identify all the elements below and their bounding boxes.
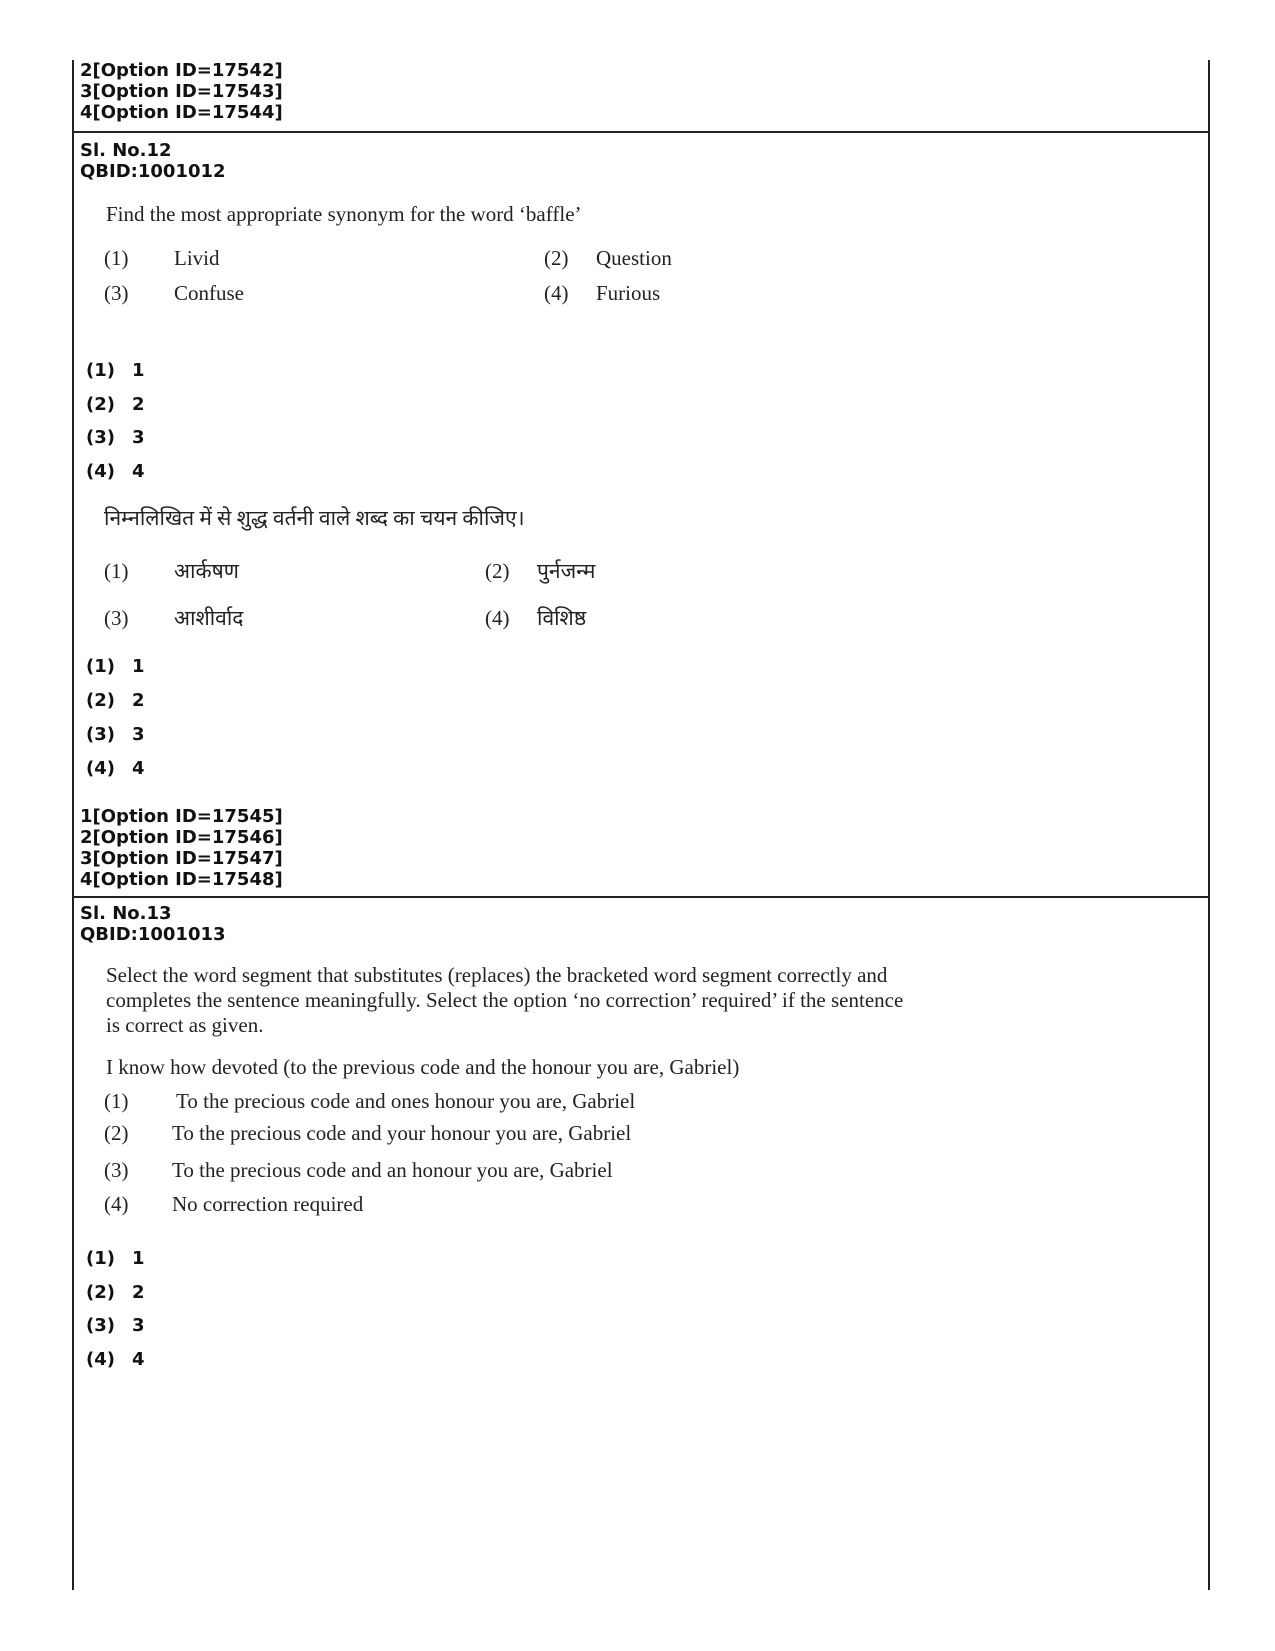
choice-number: (1): [104, 1089, 129, 1113]
choice-item: [485, 604, 586, 632]
q12-question-text: Find the most appropriate synonym for the word ‘baffle’: [106, 202, 582, 226]
choice-text: To the precious code and ones honour you are, Gabriel: [176, 1089, 636, 1113]
answer-option-2[interactable]: [86, 690, 145, 711]
choice-text: आर्कषण: [174, 559, 239, 583]
choice-item: [544, 281, 660, 306]
answer-option-2[interactable]: [86, 394, 145, 415]
choice-text: No correction required: [172, 1192, 364, 1216]
answer-option-3[interactable]: [86, 724, 145, 745]
answer-number: (4): [86, 758, 115, 779]
answer-option-1[interactable]: [86, 1248, 145, 1269]
choice-text: Furious: [596, 281, 661, 305]
answer-number: (1): [86, 1248, 115, 1269]
q13-sentence: I know how devoted (to the previous code and the honour you are, Gabriel): [106, 1055, 740, 1079]
previous-option-ids: [80, 60, 283, 123]
answer-value: 1: [132, 360, 145, 381]
choice-item: [104, 1089, 635, 1114]
choice-item: [104, 1121, 631, 1146]
option-id-line: 4[Option ID=17544]: [80, 102, 283, 123]
question-bank-id: QBID:1001013: [80, 924, 226, 945]
answer-number: (3): [86, 724, 115, 745]
choice-text: विशिष्ठ: [537, 606, 587, 630]
answer-number: (3): [86, 427, 115, 448]
choice-number: (2): [544, 246, 569, 270]
choice-item: [104, 281, 244, 306]
answer-value: 2: [132, 690, 145, 711]
choice-number: (4): [485, 606, 510, 630]
answer-value: 3: [132, 427, 145, 448]
answer-option-3[interactable]: [86, 1315, 145, 1336]
answer-number: (2): [86, 1282, 115, 1303]
choice-item: [544, 246, 672, 271]
answer-option-4[interactable]: [86, 461, 145, 482]
instruction-line: is correct as given.: [106, 1013, 264, 1037]
choice-number: (4): [544, 281, 569, 305]
option-id-line: 2[Option ID=17542]: [80, 60, 283, 81]
section-divider: [74, 896, 1208, 898]
answer-number: (1): [86, 656, 115, 677]
choice-text: Question: [596, 246, 672, 270]
option-id-line: 3[Option ID=17547]: [80, 848, 283, 869]
answer-number: (4): [86, 461, 115, 482]
choice-number: (2): [485, 559, 510, 583]
choice-item: [485, 557, 595, 585]
choice-number: (3): [104, 281, 129, 305]
answer-value: 3: [132, 1315, 145, 1336]
q12-header: [80, 140, 226, 182]
section-divider: [74, 131, 1208, 133]
choice-item: [104, 1158, 613, 1183]
answer-number: (1): [86, 360, 115, 381]
choice-item: [104, 557, 239, 585]
choice-number: (2): [104, 1121, 129, 1145]
answer-value: 4: [132, 461, 145, 482]
answer-value: 4: [132, 1349, 145, 1370]
answer-value: 2: [132, 1282, 145, 1303]
q12-hindi-question-text: निम्नलिखित में से शुद्ध वर्तनी वाले शब्द का चयन कीजिए।: [104, 506, 525, 530]
choice-item: [104, 1192, 363, 1217]
choice-number: (1): [104, 559, 129, 583]
answer-number: (4): [86, 1349, 115, 1370]
choice-text: To the precious code and an honour you are, Gabriel: [172, 1158, 613, 1182]
question-paper-frame: [72, 60, 1210, 1590]
answer-value: 4: [132, 758, 145, 779]
answer-option-1[interactable]: [86, 360, 145, 381]
question-bank-id: QBID:1001012: [80, 161, 226, 182]
answer-option-3[interactable]: [86, 427, 145, 448]
answer-option-1[interactable]: [86, 656, 145, 677]
choice-item: [104, 604, 243, 632]
q13-instruction: [106, 963, 903, 1038]
answer-value: 1: [132, 656, 145, 677]
q13-header: [80, 903, 226, 945]
answer-option-2[interactable]: [86, 1282, 145, 1303]
choice-item: [104, 246, 220, 271]
choice-text: पुर्नजन्म: [537, 559, 596, 583]
choice-text: Confuse: [174, 281, 244, 305]
choice-number: (3): [104, 606, 129, 630]
serial-number: Sl. No.13: [80, 903, 172, 924]
option-id-line: 4[Option ID=17548]: [80, 869, 283, 890]
option-id-line: 3[Option ID=17543]: [80, 81, 283, 102]
q12-option-ids: [80, 806, 283, 890]
choice-number: (1): [104, 246, 129, 270]
answer-number: (2): [86, 690, 115, 711]
answer-option-4[interactable]: [86, 758, 145, 779]
instruction-line: completes the sentence meaningfully. Select the option ‘no correction’ required’ if the sentence: [106, 988, 904, 1012]
answer-number: (3): [86, 1315, 115, 1336]
choice-text: Livid: [174, 246, 220, 270]
choice-text: To the precious code and your honour you are, Gabriel: [172, 1121, 632, 1145]
answer-value: 2: [132, 394, 145, 415]
choice-number: (3): [104, 1158, 129, 1182]
choice-text: आशीर्वाद: [174, 606, 244, 630]
option-id-line: 1[Option ID=17545]: [80, 806, 283, 827]
serial-number: Sl. No.12: [80, 140, 172, 161]
option-id-line: 2[Option ID=17546]: [80, 827, 283, 848]
answer-option-4[interactable]: [86, 1349, 145, 1370]
answer-value: 1: [132, 1248, 145, 1269]
answer-number: (2): [86, 394, 115, 415]
choice-number: (4): [104, 1192, 129, 1216]
answer-value: 3: [132, 724, 145, 745]
instruction-line: Select the word segment that substitutes (replaces) the bracketed word segment correctly and: [106, 963, 888, 987]
